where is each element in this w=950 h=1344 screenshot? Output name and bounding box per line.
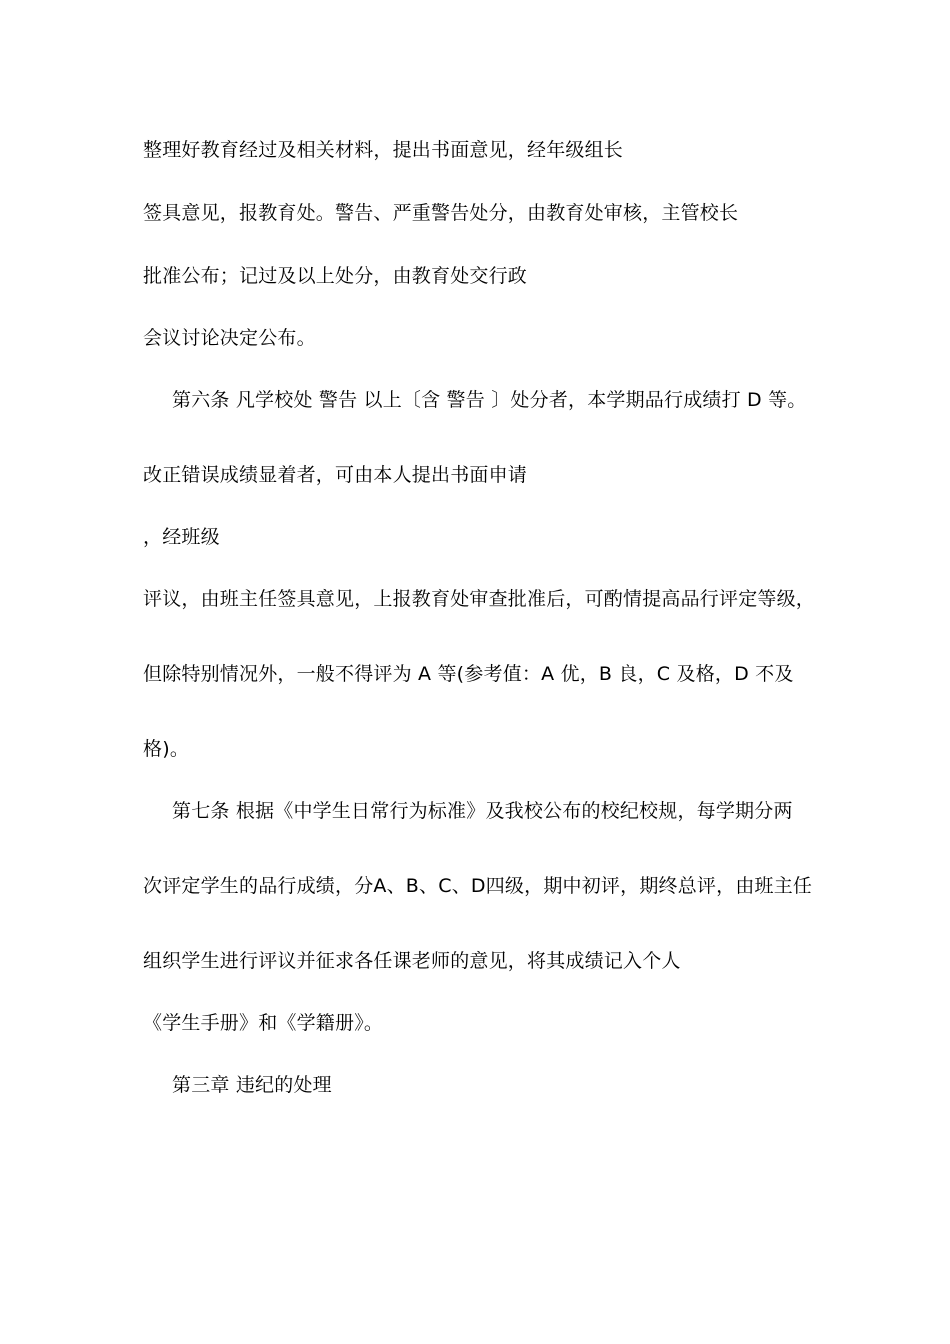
text-line: 组织学生进行评议并征求各任课老师的意见，将其成绩记入个人 — [143, 950, 681, 972]
text-line: 但除特别情况外，一般不得评为 A 等(参考值：A 优，B 良，C 及格，D 不及 — [143, 663, 794, 685]
text-line: 次评定学生的品行成绩，分A、B、C、D四级，期中初评，期终总评，由班主任 — [143, 875, 813, 897]
text-line: 改正错误成绩显着者，可由本人提出书面申请 — [143, 464, 528, 486]
text-line: 批准公布；记过及以上处分，由教育处交行政 — [143, 265, 528, 287]
text-line: 整理好教育经过及相关材料，提出书面意见，经年级组长 — [143, 139, 624, 161]
text-line: 签具意见，报教育处。警告、严重警告处分，由教育处审核，主管校长 — [143, 202, 739, 224]
text-line: 《学生手册》和《学籍册》。 — [143, 1012, 384, 1034]
article-7-heading-line: 第七条 根据《中学生日常行为标准》及我校公布的校纪校规，每学期分两 — [172, 800, 793, 822]
chapter-3-heading: 第三章 违纪的处理 — [172, 1074, 332, 1096]
text-line: 会议讨论决定公布。 — [143, 327, 316, 349]
article-6-heading-line: 第六条 凡学校处 警告 以上〔含 警告 〕处分者，本学期品行成绩打 D 等。 — [172, 389, 807, 411]
text-line: ，经班级 — [143, 526, 220, 548]
text-line: 评议，由班主任签具意见，上报教育处审查批准后，可酌情提高品行评定等级， — [143, 588, 816, 610]
text-line: 格)。 — [143, 738, 190, 760]
